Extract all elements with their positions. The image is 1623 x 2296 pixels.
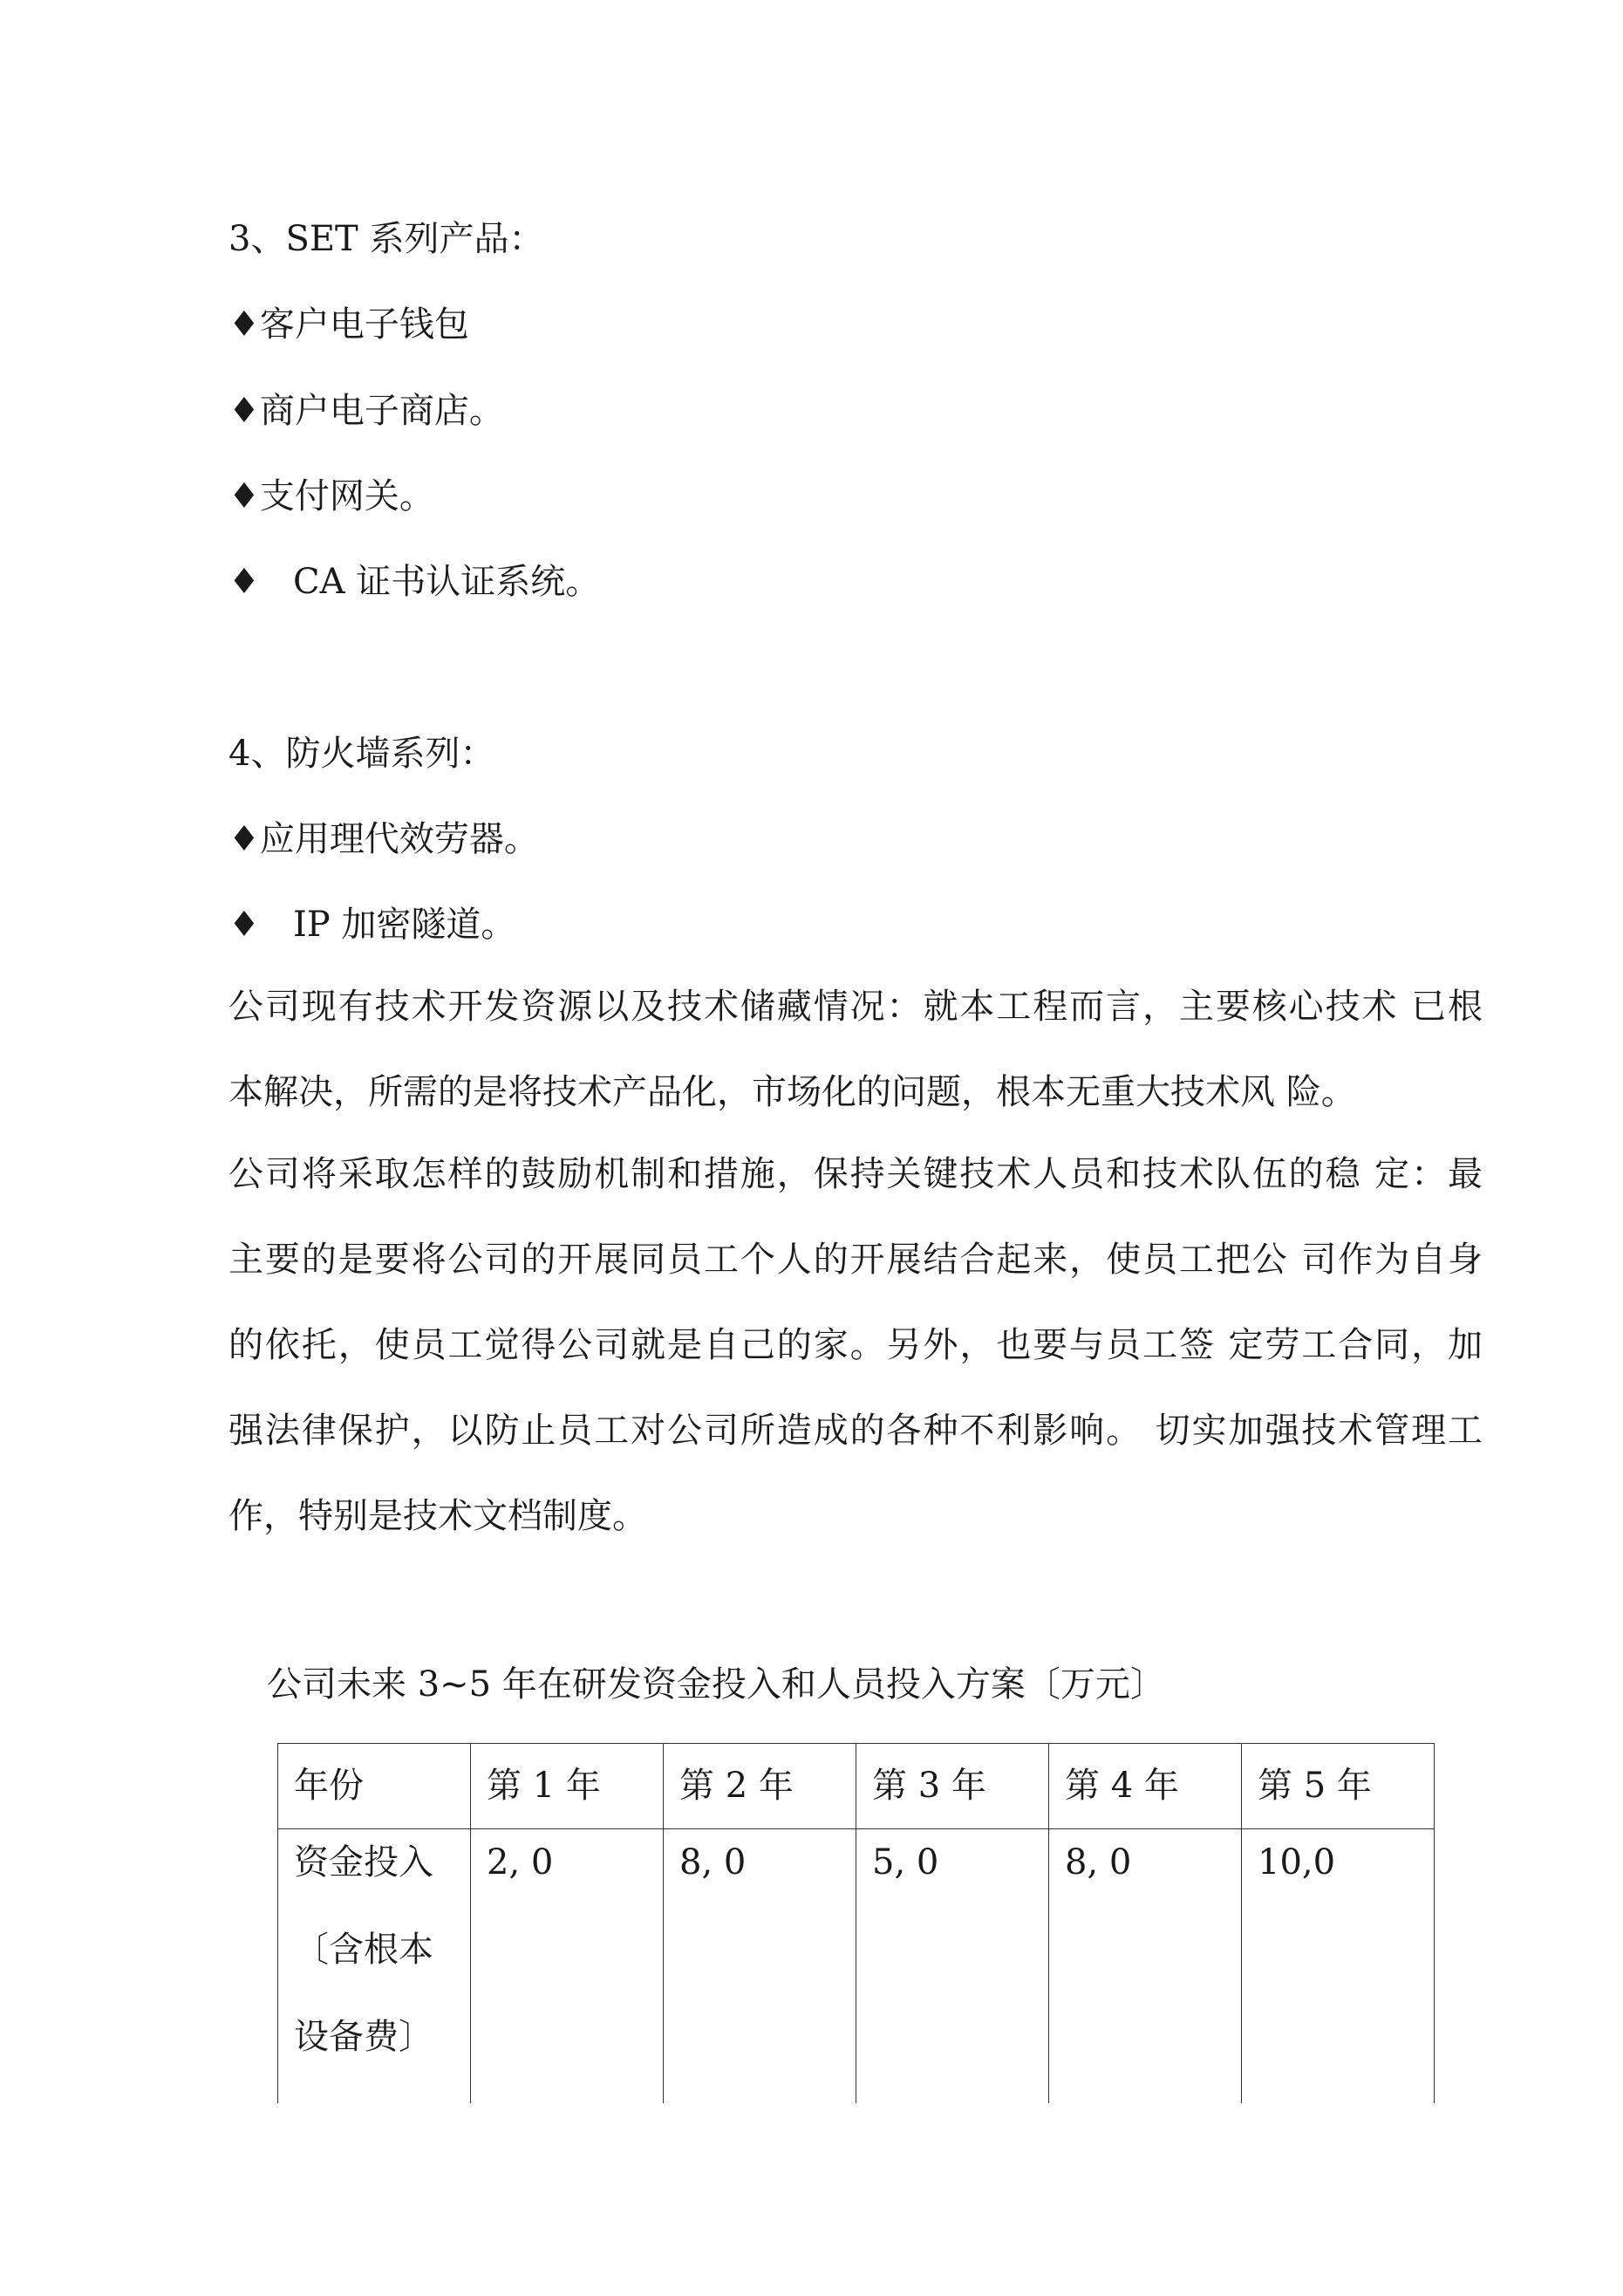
label-line: 〔含根本 [294,1930,433,1970]
table-header-cell: 第 5 年 [1242,1744,1435,1829]
list-item: ♦ IP 加密隧道。 [228,905,516,945]
paragraph-line: 主要的是要将公司的开展同员工个人的开展结合起来，使员工把公 司作为自身 [228,1240,1483,1280]
label-line: 设备费〕 [294,2017,433,2057]
investment-table [277,1743,1435,2103]
table-cell: 2, 0 [471,1829,664,2104]
list-item: ♦ CA 证书认证系统。 [228,562,601,602]
list-item: ♦客户电子钱包 [228,304,469,345]
section3-heading: 3、SET 系列产品： [228,219,544,259]
paragraph-line: 强法律保护，以防止员工对公司所造成的各种不利影响。 切实加强技术管理工 [228,1411,1483,1451]
table-header-row [278,1744,1435,1829]
table-caption: 公司未来 3~5 年在研发资金投入和人员投入方案〔万元〕 [267,1664,1165,1705]
table-row [278,1829,1435,2104]
list-item: ♦商户电子商店。 [228,391,504,431]
table-row-label [278,1829,471,2104]
table-header-cell: 年份 [278,1744,471,1829]
table-cell: 8, 0 [664,1829,856,2104]
label-line: 资金投入 [294,1842,433,1883]
table-header-cell: 第 1 年 [471,1744,664,1829]
list-item: ♦应用理代效劳器。 [228,819,539,859]
table-cell: 8, 0 [1049,1829,1242,2104]
section4-heading: 4、防火墙系列： [228,734,495,774]
table-header-cell: 第 3 年 [856,1744,1049,1829]
paragraph-line: 公司将采取怎样的鼓励机制和措施，保持关键技术人员和技术队伍的稳 定：最 [228,1154,1483,1194]
list-item: ♦支付网关。 [228,476,434,516]
paragraph-line: 公司现有技术开发资源以及技术储藏情况：就本工程而言，主要核心技术 已根 [228,987,1483,1027]
table-header-cell: 第 4 年 [1049,1744,1242,1829]
paragraph-line: 本解决，所需的是将技术产品化，市场化的问题，根本无重大技术风 险。 [228,1072,1356,1112]
paragraph-line: 作，特别是技术文档制度。 [228,1496,647,1536]
paragraph-line: 的依托，使员工觉得公司就是自己的家。另外，也要与员工签 定劳工合同，加 [228,1325,1483,1365]
table-cell: 10,0 [1242,1829,1435,2104]
table-cell: 5, 0 [856,1829,1049,2104]
table-header-cell: 第 2 年 [664,1744,856,1829]
